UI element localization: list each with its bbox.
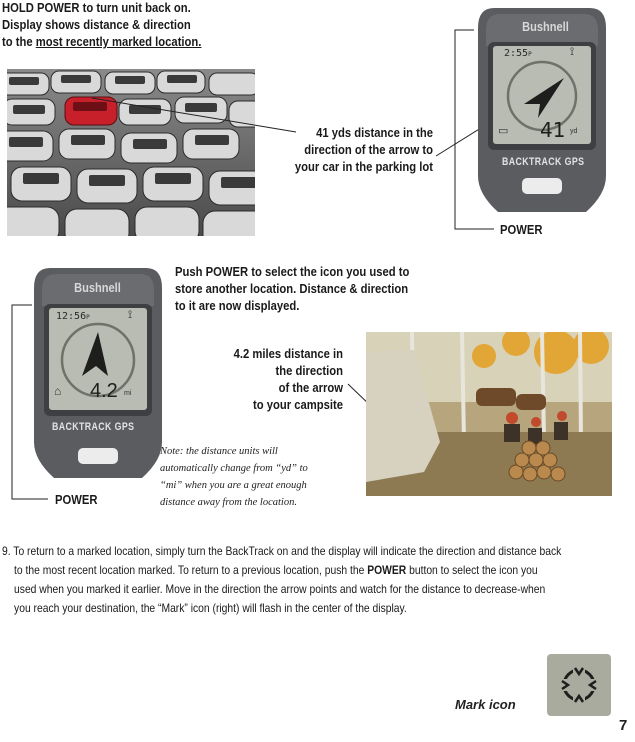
device2-unit: mi	[124, 390, 132, 397]
power-label-1: POWER	[500, 223, 543, 237]
note-line-3: “mi” when you are a great enough	[160, 480, 307, 491]
intro-line-2: Display shows distance & direction	[2, 18, 191, 32]
mark-icon-box	[547, 654, 611, 716]
push-power-line-2: store another location. Distance & direction	[175, 282, 409, 296]
device1-distance: 41	[540, 118, 566, 142]
car-callout-line-1: 41 yds distance in the	[316, 126, 433, 140]
backtrack-device-car	[474, 6, 610, 214]
step9-line-4: you reach your destination, the “Mark” icon (right) will flash in the center of the display.	[14, 601, 407, 615]
camp-callout-line-2: the direction	[275, 364, 343, 378]
units-note	[160, 443, 350, 511]
step9-line-1: 9. To return to a marked location, simply turn the BackTrack on and the display will indicate the direction and distance back	[2, 544, 562, 558]
device2-distance: 4.2	[90, 380, 118, 402]
intro-underlined-phrase: most recently marked location.	[35, 35, 202, 49]
device1-time-display: 2:55P	[504, 48, 532, 59]
device2-brand: Bushnell	[74, 280, 121, 295]
device2-time-display: 12:56P	[56, 311, 90, 322]
device2-model: BACKTRACK GPS	[52, 421, 135, 433]
car-callout-line-3: your car in the parking lot	[294, 160, 433, 174]
step9-line-2: to the most recent location marked. To return to a previous location, push the POWER button to select the icon you	[14, 563, 538, 577]
camp-callout-line-3: of the arrow	[278, 381, 343, 395]
backtrack-device-camp	[32, 266, 164, 480]
device-body	[32, 266, 164, 480]
device1-brand: Bushnell	[522, 19, 569, 34]
push-power-line-1: Push POWER to select the icon you used to	[175, 265, 410, 279]
push-power-text	[175, 264, 445, 315]
campsite-photo	[366, 332, 612, 496]
step-9-paragraph	[2, 542, 621, 618]
campsite-image	[366, 332, 612, 496]
intro-line-1: HOLD POWER to turn unit back on.	[2, 1, 191, 15]
device1-model: BACKTRACK GPS	[502, 156, 585, 168]
power-button[interactable]	[78, 448, 118, 464]
car-icon: ▭	[498, 125, 509, 137]
mark-icon	[547, 654, 611, 716]
camp-callout-line-4: to your campsite	[252, 398, 343, 412]
power-label-2: POWER	[55, 493, 98, 507]
note-line-2: automatically change from “yd” to	[160, 463, 308, 474]
car-callout-line-2: direction of the arrow to	[304, 143, 433, 157]
camp-distance-callout	[181, 346, 343, 414]
intro-line-3: to the most recently marked location.	[2, 35, 202, 49]
car-distance-callout	[271, 125, 433, 176]
step9-line-3: used when you marked it earlier. Move in the direction the arrow points and watch for the distance to decrease-when	[14, 582, 546, 596]
device-body	[474, 6, 610, 214]
page-number: 7	[619, 717, 628, 734]
note-line-1: Note: the distance units will	[160, 446, 278, 457]
mark-icon-label: Mark icon	[455, 697, 516, 712]
device1-unit: yd	[570, 128, 578, 135]
satellite-icon: ⟟	[570, 46, 575, 58]
power-button[interactable]	[522, 178, 562, 194]
push-power-line-3: to it are now displayed.	[175, 299, 300, 313]
home-icon: ⌂	[54, 384, 62, 398]
power-word: POWER	[367, 563, 407, 577]
note-line-4: distance away from the location.	[160, 497, 297, 508]
satellite-icon: ⟟	[128, 309, 133, 321]
camp-callout-line-1: 4.2 miles distance in	[233, 347, 343, 361]
